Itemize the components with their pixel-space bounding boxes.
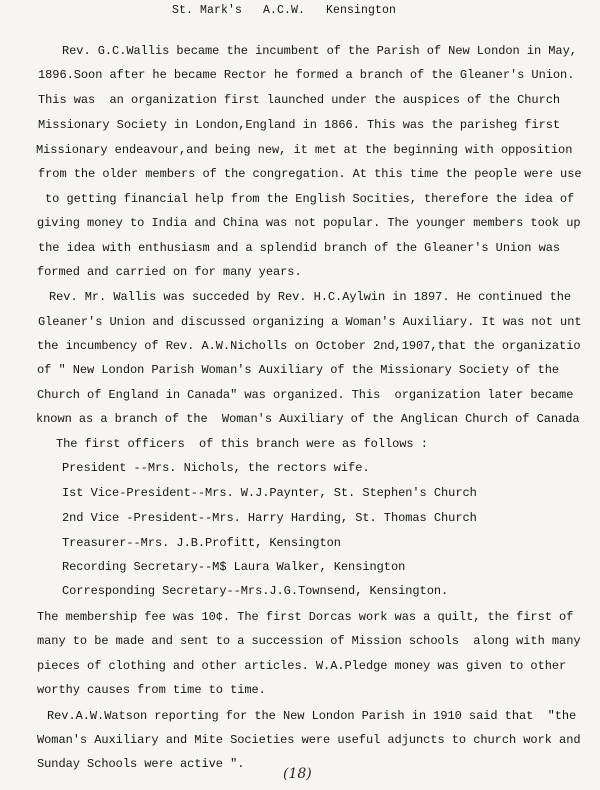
text-line: giving money to India and China was not popular. The younger members took up	[37, 216, 581, 230]
text-line: The membership fee was 10¢. The first Dorcas work was a quilt, the first of	[37, 610, 574, 624]
text-line: known as a branch of the Woman's Auxiliary of the Anglican Church of Canada	[36, 412, 580, 426]
officer-line: Corresponding Secretary--Mrs.J.G.Townsend, Kensington.	[62, 584, 449, 598]
officer-line: Treasurer--Mrs. J.B.Profitt, Kensington	[62, 536, 341, 550]
text-line: many to be made and sent to a succession of Mission schools along with many	[37, 634, 581, 648]
text-line: Woman's Auxiliary and Mite Societies were useful adjuncts to church work and	[37, 733, 581, 747]
text-line: Rev. Mr. Wallis was succeded by Rev. H.C.Aylwin in 1897. He continued the	[49, 290, 572, 304]
text-line: Gleaner's Union and discussed organizing a Woman's Auxiliary. It was not unt	[38, 315, 582, 329]
officer-line: Ist Vice-President--Mrs. W.J.Paynter, St. Stephen's Church	[62, 486, 477, 500]
officer-line: President --Mrs. Nichols, the rectors wife.	[62, 461, 370, 475]
text-line: Rev. G.C.Wallis became the incumbent of the Parish of New London in May,	[62, 44, 577, 58]
text-line: from the older members of the congregation. At this time the people were use	[38, 167, 582, 181]
text-line: 1896.Soon after he became Rector he formed a branch of the Gleaner's Union.	[38, 68, 575, 82]
officer-line: 2nd Vice -President--Mrs. Harry Harding, St. Thomas Church	[62, 511, 477, 525]
text-line: worthy causes from time to time.	[37, 683, 266, 697]
text-line: The first officers of this branch were as follows :	[56, 437, 428, 451]
text-line: the idea with enthusiasm and a splendid branch of the Gleaner's Union was	[38, 241, 561, 255]
text-line: formed and carried on for many years.	[37, 265, 302, 279]
document-title: St. Mark's A.C.W. Kensington	[172, 4, 397, 17]
text-line: Missionary Society in London,England in 1866. This was the parisheg first	[38, 118, 561, 132]
text-line: Missionary endeavour,and being new, it met at the beginning with opposition	[36, 143, 573, 157]
text-line: to getting financial help from the English Socities, therefore the idea of	[45, 192, 575, 206]
text-line: Church of England in Canada" was organized. This organization later became	[37, 388, 574, 402]
officer-line: Recording Secretary--M$ Laura Walker, Kensington	[62, 560, 406, 574]
text-line: Sunday Schools were active ".	[37, 757, 245, 771]
text-line: pieces of clothing and other articles. W.A.Pledge money was given to other	[37, 659, 567, 673]
text-line: This was an organization first launched under the auspices of the Church	[38, 93, 561, 107]
text-line: the incumbency of Rev. A.W.Nicholls on October 2nd,1907,that the organizatio	[37, 339, 581, 353]
text-line: of " New London Parish Woman's Auxiliary of the Missionary Society of the	[37, 363, 560, 377]
page-number: (18)	[283, 766, 312, 782]
text-line: Rev.A.W.Watson reporting for the New London Parish in 1910 said that "the	[47, 709, 577, 723]
